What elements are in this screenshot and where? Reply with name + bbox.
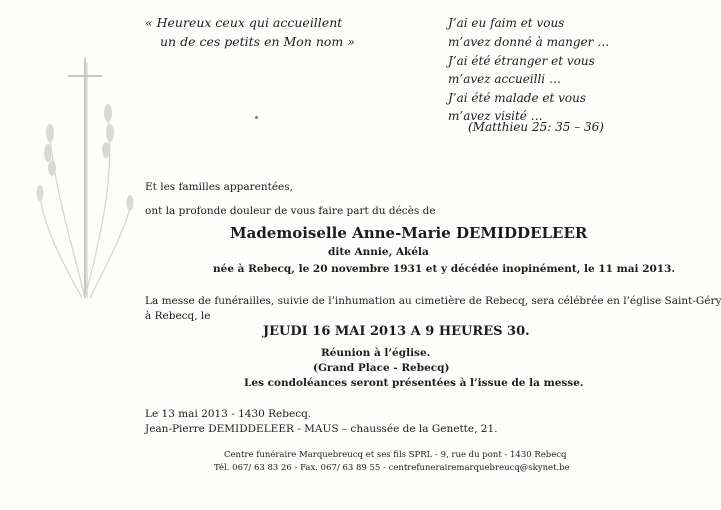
meeting-place: Réunion à l’église. (321, 347, 431, 359)
deceased-alias: dite Annie, Akéla (328, 246, 429, 258)
right-quote-line: m’avez donné à manger … (448, 35, 610, 49)
left-quote-line1: « Heureux ceux qui accueillent (145, 15, 343, 30)
right-quote-line: m’avez accueilli … (448, 72, 561, 86)
condolences: Les condoléances seront présentées à l’issue de la messe. (244, 377, 584, 389)
bible-reference: (Matthieu 25: 35 – 36) (468, 120, 604, 134)
footer-line2: Tél. 067/ 63 83 26 - Fax. 067/ 63 89 55 - centrefunerairemarquebreucq@skynet.be (214, 463, 570, 473)
deceased-name: Mademoiselle Anne-Marie DEMIDDELEER (230, 224, 588, 242)
right-quote-line: J’ai été étranger et vous (448, 54, 595, 68)
ceremony-date: JEUDI 16 MAI 2013 A 9 HEURES 30. (263, 324, 530, 339)
intro-line2: ont la profonde douleur de vous faire part du décès de (145, 205, 436, 217)
right-quote-line: m’avez visité … (448, 109, 543, 123)
cross-wheat-icon (30, 58, 140, 328)
meeting-location: (Grand Place - Rebecq) (313, 362, 450, 374)
intro-line1: Et les familles apparentées, (145, 181, 293, 193)
stray-dot (255, 116, 258, 119)
ceremony-line2: à Rebecq, le (145, 310, 211, 322)
ceremony-line1: La messe de funérailles, suivie de l’inhumation au cimetière de Rebecq, sera célébrée en l’église Saint-Géry (145, 295, 721, 307)
signature-line2: Jean-Pierre DEMIDDELEER - MAUS – chaussée de la Genette, 21. (145, 423, 498, 435)
footer-line1: Centre funéraire Marquebreucq et ses fils SPRL - 9, rue du pont - 1430 Rebecq (224, 450, 567, 460)
right-quote-line: J’ai eu faim et vous (448, 16, 565, 30)
right-quote-line: J’ai été malade et vous (448, 91, 587, 105)
signature-line1: Le 13 mai 2013 - 1430 Rebecq. (145, 408, 312, 420)
left-quote-line2: un de ces petits en Mon nom » (160, 34, 355, 49)
deceased-dates: née à Rebecq, le 20 novembre 1931 et y décédée inopinément, le 11 mai 2013. (213, 263, 676, 275)
